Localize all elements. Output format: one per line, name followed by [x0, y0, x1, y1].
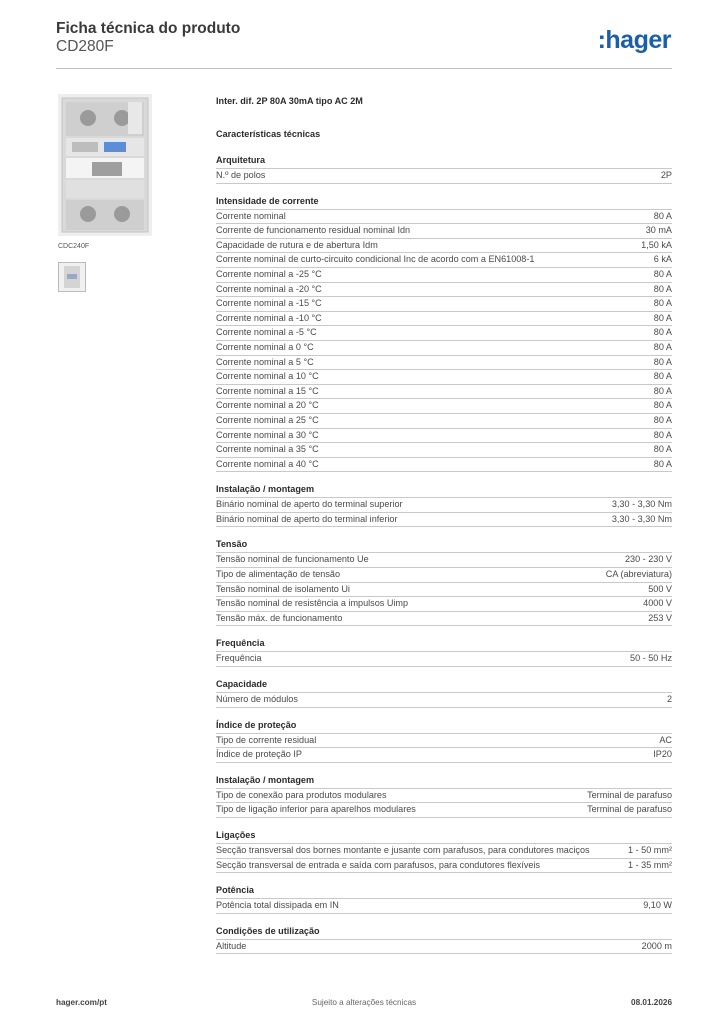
- spec-row: [216, 223, 672, 238]
- spec-value: CA (abreviatura): [605, 569, 672, 580]
- spec-value: Terminal de parafuso: [587, 789, 672, 800]
- spec-row: [216, 413, 672, 428]
- spec-value: 50 - 50 Hz: [630, 653, 672, 664]
- section-title: Instalação / montagem: [216, 484, 315, 495]
- section-title: Tensão: [216, 539, 248, 550]
- spec-value: 2000 m: [641, 940, 672, 951]
- spec-label: Tipo de ligação inferior para aparelhos modulares: [216, 804, 416, 815]
- spec-row: [216, 651, 672, 667]
- spec-label: Secção transversal de entrada e saída com parafusos, para condutores flexíveis: [216, 859, 541, 870]
- section-title: Potência: [216, 885, 254, 896]
- spec-row: [216, 939, 672, 955]
- spec-label: Capacidade de rutura e de abertura Idm: [216, 239, 378, 250]
- spec-value: 2P: [660, 170, 672, 180]
- spec-label: Corrente nominal a 15 °C: [216, 385, 319, 396]
- spec-row: [216, 611, 672, 627]
- spec-value: 1 - 50 mm²: [628, 845, 672, 855]
- spec-value: AC: [659, 734, 672, 745]
- section-title: Condições de utilização: [216, 925, 320, 936]
- spec-value: 80 A: [653, 327, 672, 338]
- spec-value: 80 A: [653, 444, 672, 455]
- spec-label: Binário nominal de aperto do terminal superior: [216, 499, 403, 510]
- spec-row: [216, 788, 672, 803]
- spec-value: Terminal de parafuso: [587, 804, 672, 815]
- page-title: Ficha técnica do produto: [56, 20, 241, 37]
- hager-logo[interactable]: :hager: [597, 26, 671, 54]
- spec-row: [216, 238, 672, 253]
- spec-row: [216, 428, 672, 443]
- spec-label: Corrente nominal a -20 °C: [216, 283, 322, 294]
- spec-row: [216, 552, 672, 567]
- spec-value: 80 A: [653, 312, 672, 323]
- spec-value: IP20: [653, 749, 672, 760]
- technical-characteristics-title: Características técnicas: [216, 129, 321, 139]
- spec-label: Corrente nominal a -10 °C: [216, 312, 322, 323]
- spec-label: Tensão máx. de funcionamento: [216, 612, 343, 623]
- spec-value: 80 A: [653, 268, 672, 279]
- spec-label: Corrente nominal a 30 °C: [216, 429, 319, 440]
- spec-row: [216, 296, 672, 311]
- spec-label: Tensão nominal de isolamento Ui: [216, 583, 350, 594]
- spec-row: [216, 369, 672, 384]
- spec-row: [216, 311, 672, 326]
- thumbnail-illustration: [59, 263, 85, 291]
- spec-label: Corrente nominal a 5 °C: [216, 356, 314, 367]
- section-title: Arquitetura: [216, 155, 266, 165]
- spec-row: [216, 802, 672, 818]
- spec-label: Potência total dissipada em IN: [216, 900, 339, 911]
- footer-website[interactable]: hager.com/pt: [56, 998, 107, 1007]
- spec-row: [216, 355, 672, 370]
- spec-row: [216, 747, 672, 763]
- spec-value: 80 A: [653, 283, 672, 294]
- spec-label: Corrente nominal: [216, 210, 286, 221]
- spec-row: [216, 567, 672, 582]
- section-title: Ligações: [216, 830, 256, 840]
- section-title: Frequência: [216, 638, 265, 649]
- spec-value: 80 A: [653, 298, 672, 309]
- spec-content: [216, 95, 672, 954]
- spec-value: 80 A: [653, 429, 672, 440]
- product-code: CD280F: [56, 38, 114, 55]
- spec-label: Binário nominal de aperto do terminal inferior: [216, 513, 398, 524]
- spec-value: 3,30 - 3,30 Nm: [611, 499, 672, 510]
- image-caption: CDC240F: [58, 243, 90, 250]
- spec-row: [216, 384, 672, 399]
- spec-row: [216, 442, 672, 457]
- spec-value: 80 A: [653, 400, 672, 411]
- spec-label: Corrente nominal a 0 °C: [216, 341, 314, 352]
- spec-value: 80 A: [653, 210, 672, 221]
- header-divider: [56, 68, 672, 69]
- product-image: [58, 94, 152, 236]
- spec-label: Número de módulos: [216, 694, 298, 705]
- spec-row: [216, 858, 672, 874]
- spec-row: [216, 898, 672, 914]
- spec-label: Corrente nominal de curto-circuito condicional Inc de acordo com a EN61008-1: [216, 254, 535, 265]
- spec-row: [216, 398, 672, 413]
- spec-label: Corrente nominal a 20 °C: [216, 400, 319, 411]
- spec-value: 253 V: [648, 612, 672, 623]
- footer-disclaimer: Sujeito a alterações técnicas: [311, 998, 417, 1007]
- spec-value: 2: [666, 694, 672, 705]
- spec-row: [216, 733, 672, 748]
- spec-value: 80 A: [653, 458, 672, 469]
- spec-value: 80 A: [653, 414, 672, 425]
- spec-label: Tipo de alimentação de tensão: [216, 569, 341, 580]
- footer-date: 08.01.2026: [631, 998, 672, 1007]
- spec-label: Secção transversal dos bornes montante e jusante com parafusos, para condutores maciços: [216, 845, 590, 855]
- spec-value: 230 - 230 V: [624, 554, 672, 565]
- spec-label: N.º de polos: [216, 170, 266, 180]
- spec-label: Índice de proteção IP: [216, 749, 302, 760]
- section-title: Intensidade de corrente: [216, 195, 319, 206]
- spec-row: [216, 340, 672, 355]
- spec-label: Tipo de corrente residual: [216, 734, 317, 745]
- logo-text: hager: [605, 26, 671, 54]
- spec-row: [216, 168, 672, 184]
- spec-value: 80 A: [653, 341, 672, 352]
- spec-row: [216, 497, 672, 512]
- spec-value: 4000 V: [643, 598, 672, 609]
- section-title: Instalação / montagem: [216, 774, 315, 785]
- spec-row: [216, 582, 672, 597]
- spec-label: Corrente nominal a -5 °C: [216, 327, 317, 338]
- spec-label: Frequência: [216, 653, 262, 664]
- spec-value: 80 A: [653, 385, 672, 396]
- spec-value: 80 A: [653, 356, 672, 367]
- spec-row: [216, 325, 672, 340]
- page-header: [56, 20, 671, 70]
- spec-row: [216, 843, 672, 858]
- spec-row: [216, 282, 672, 297]
- spec-value: 1 - 35 mm²: [628, 859, 672, 870]
- image-thumbnail[interactable]: [58, 262, 86, 292]
- spec-row: [216, 267, 672, 282]
- spec-label: Corrente de funcionamento residual nominal Idn: [216, 225, 411, 236]
- spec-label: Corrente nominal a 25 °C: [216, 414, 319, 425]
- spec-label: Tipo de conexão para produtos modulares: [216, 789, 387, 800]
- spec-label: Tensão nominal de resistência a impulsos Uimp: [216, 598, 409, 609]
- spec-label: Corrente nominal a 10 °C: [216, 371, 319, 382]
- spec-row: [216, 692, 672, 708]
- spec-label: Corrente nominal a 40 °C: [216, 458, 319, 469]
- spec-row: [216, 596, 672, 611]
- spec-row: [216, 209, 672, 224]
- spec-row: [216, 457, 672, 473]
- spec-value: 30 mA: [645, 225, 672, 236]
- spec-sections: [216, 155, 672, 954]
- product-name: Inter. dif. 2P 80A 30mA tipo AC 2M: [216, 96, 363, 106]
- spec-value: 1,50 kA: [641, 239, 672, 250]
- section-title: Índice de proteção: [216, 719, 297, 730]
- spec-value: 9,10 W: [643, 900, 672, 911]
- spec-label: Altitude: [216, 940, 247, 951]
- spec-value: 3,30 - 3,30 Nm: [611, 513, 672, 524]
- spec-label: Corrente nominal a -25 °C: [216, 268, 322, 279]
- spec-label: Corrente nominal a 35 °C: [216, 444, 319, 455]
- spec-value: 500 V: [648, 583, 672, 594]
- spec-label: Corrente nominal a -15 °C: [216, 298, 322, 309]
- section-title: Capacidade: [216, 679, 268, 690]
- spec-label: Tensão nominal de funcionamento Ue: [216, 554, 369, 565]
- breaker-illustration: [58, 94, 152, 236]
- spec-row: [216, 512, 672, 528]
- spec-value: 6 kA: [653, 254, 672, 265]
- spec-row: [216, 252, 672, 267]
- spec-value: 80 A: [653, 371, 672, 382]
